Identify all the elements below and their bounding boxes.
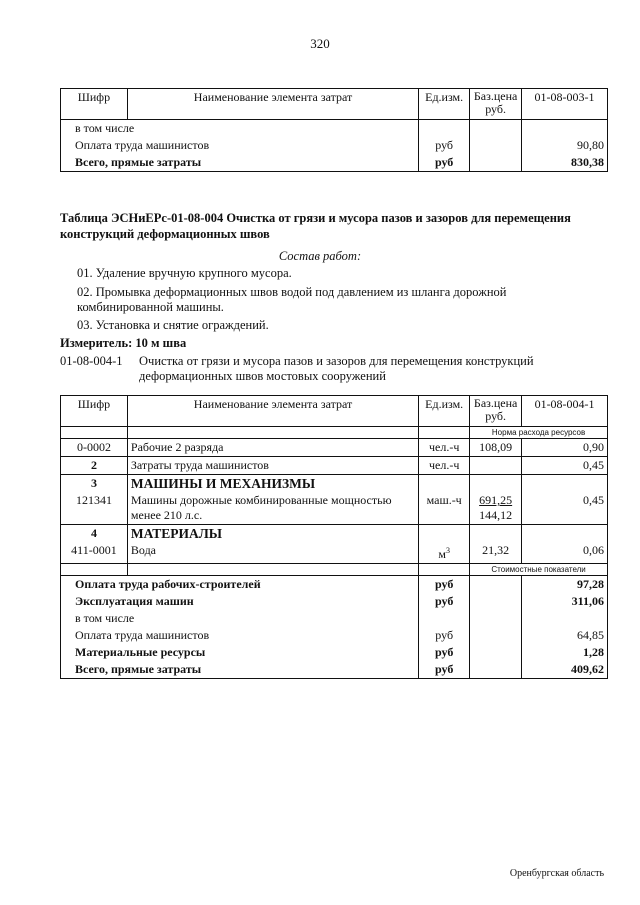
header-price: Баз.цена руб. <box>470 89 522 120</box>
row-price <box>470 492 522 525</box>
row-name: МАТЕРИАЛЫ <box>127 525 418 543</box>
table-row <box>61 492 608 525</box>
cost-value <box>522 610 608 627</box>
cost-name: в том числе <box>61 610 419 627</box>
cost-row <box>61 576 608 594</box>
cost-value: 97,28 <box>522 576 608 594</box>
header-unit: Ед.изм. <box>419 396 470 427</box>
row-code: 2 <box>61 457 128 475</box>
cost-row <box>61 610 608 627</box>
row-unit: чел.-ч <box>419 457 470 475</box>
measure: Измеритель: 10 м шва <box>60 336 187 350</box>
row-value: 0,45 <box>522 457 608 475</box>
header-name: Наименование элемента затрат <box>127 89 418 120</box>
cost-unit <box>419 610 470 627</box>
header-code: Шифр <box>61 89 128 120</box>
row-value: 0,45 <box>522 492 608 525</box>
cost-row <box>61 593 608 610</box>
header-code: Шифр <box>61 396 128 427</box>
cost-value: 1,28 <box>522 644 608 661</box>
cost-label: Стоимостные показатели <box>470 564 608 576</box>
row-name: Оплата труда машинистов <box>61 137 419 154</box>
cost-name: Оплата труда машинистов <box>61 627 419 644</box>
cost-unit: руб <box>419 593 470 610</box>
cost-row <box>61 627 608 644</box>
composition-heading: Состав работ: <box>278 249 362 263</box>
row-name: Рабочие 2 разряда <box>127 439 418 457</box>
item-code: 01-08-004-1 <box>60 354 123 368</box>
item-text: Очистка от грязи и мусора пазов и зазоров для перемещения конструкций деформационных швов мостовых сооружений <box>139 354 534 383</box>
table-row <box>61 542 608 564</box>
work-item-3: 03. Установка и снятие ограждений. <box>77 318 269 332</box>
row-unit <box>419 542 470 564</box>
table-row <box>61 525 608 543</box>
work-item-1: 01. Удаление вручную крупного мусора. <box>77 266 292 280</box>
unit-text: м <box>438 547 446 561</box>
work-item-2: 02. Промывка деформационных швов водой под давлением из шланга дорожной комбинированной машины. <box>77 285 507 314</box>
cost-unit: руб <box>419 661 470 679</box>
row-name: Машины дорожные комбинированные мощностью менее 210 л.с. <box>127 492 418 525</box>
row-unit: руб <box>419 137 470 154</box>
table-row <box>61 439 608 457</box>
table-top <box>60 88 608 172</box>
row-value: 830,38 <box>522 154 608 172</box>
row-code: 411-0001 <box>61 542 128 564</box>
row-unit: маш.-ч <box>419 492 470 525</box>
row-value: 90,80 <box>522 137 608 154</box>
row-name: Вода <box>127 542 418 564</box>
row-code: 4 <box>61 525 128 543</box>
norm-label: Норма расхода ресурсов <box>470 427 608 439</box>
price-operator: 144,12 <box>479 508 513 522</box>
row-unit: чел.-ч <box>419 439 470 457</box>
header-price: Баз.цена руб. <box>470 396 522 427</box>
table-main <box>60 395 608 679</box>
row-code: 121341 <box>61 492 128 525</box>
row-price: 21,32 <box>470 542 522 564</box>
row-unit: руб <box>419 154 470 172</box>
cost-unit: руб <box>419 644 470 661</box>
row-name: Всего, прямые затраты <box>61 154 419 172</box>
header-name: Наименование элемента затрат <box>127 396 418 427</box>
table-row <box>61 154 608 172</box>
page-number: 320 <box>310 36 330 51</box>
unit-sup: 3 <box>445 546 450 555</box>
table-row <box>61 457 608 475</box>
row-code: 0-0002 <box>61 439 128 457</box>
cost-row <box>61 644 608 661</box>
cost-row <box>61 661 608 679</box>
row-value: 0,90 <box>522 439 608 457</box>
header-item: 01-08-004-1 <box>522 396 608 427</box>
cost-name: Всего, прямые затраты <box>61 661 419 679</box>
cost-unit: руб <box>419 627 470 644</box>
cost-name: Эксплуатация машин <box>61 593 419 610</box>
row-name: Затраты труда машинистов <box>127 457 418 475</box>
cost-unit: руб <box>419 576 470 594</box>
cost-value: 311,06 <box>522 593 608 610</box>
cost-name: Оплата труда рабочих-строителей <box>61 576 419 594</box>
cost-name: Материальные ресурсы <box>61 644 419 661</box>
row-price: 108,09 <box>470 439 522 457</box>
header-item: 01-08-003-1 <box>522 89 608 120</box>
table-row <box>61 137 608 154</box>
header-unit: Ед.изм. <box>419 89 470 120</box>
row-name: в том числе <box>61 120 419 138</box>
cost-value: 409,62 <box>522 661 608 679</box>
price-machine: 691,25 <box>479 493 513 507</box>
row-code: 3 <box>61 475 128 493</box>
table-row <box>61 120 608 138</box>
footer-region: Оренбургская область <box>509 868 604 879</box>
row-value: 0,06 <box>522 542 608 564</box>
cost-value: 64,85 <box>522 627 608 644</box>
row-name: МАШИНЫ И МЕХАНИЗМЫ <box>127 475 418 493</box>
table-row <box>61 475 608 493</box>
section-title: Таблица ЭСНиЕРс-01-08-004 Очистка от грязи и мусора пазов и зазоров для перемещения конструкций деформационных швов <box>60 211 571 241</box>
